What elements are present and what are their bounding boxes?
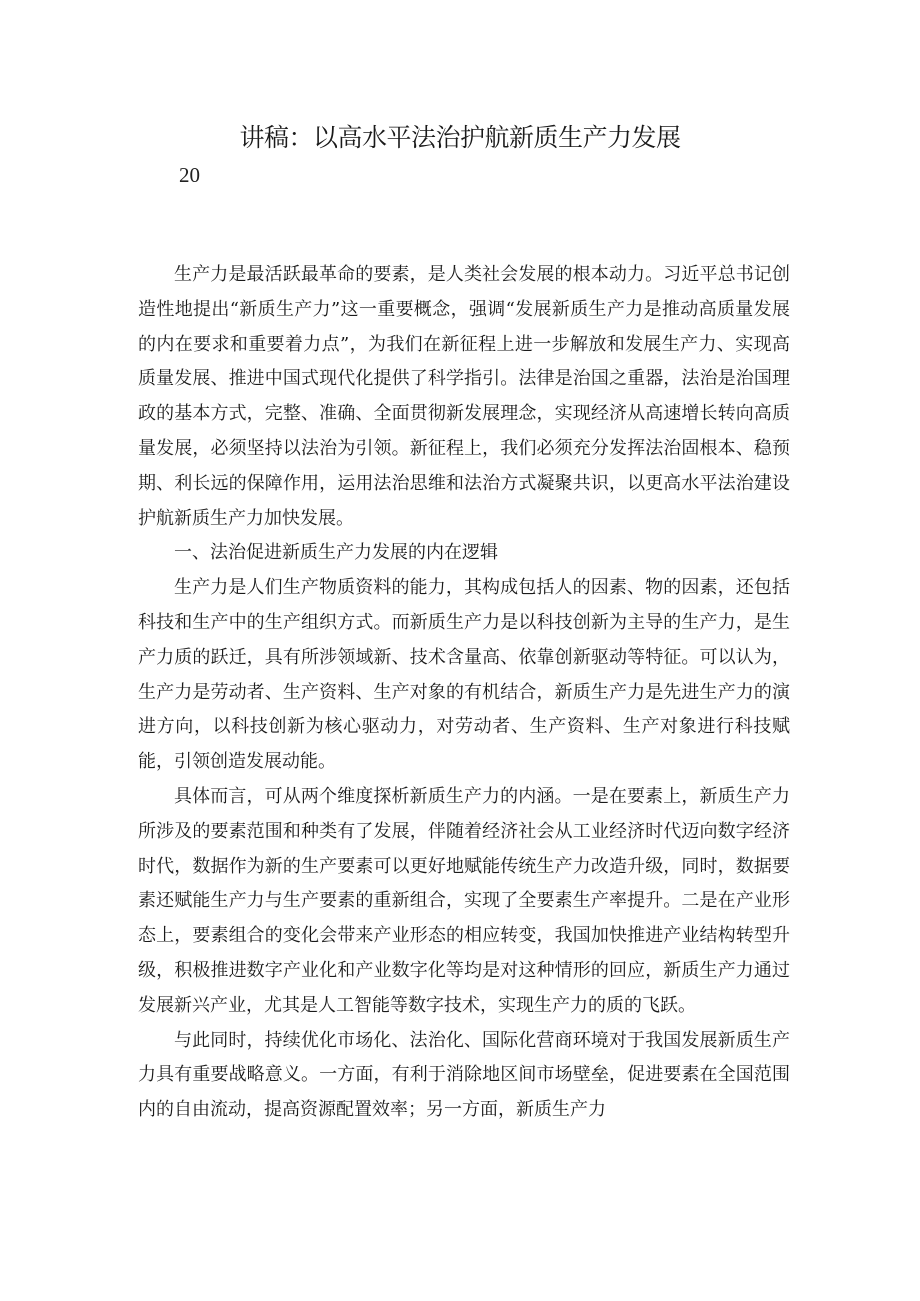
paragraph: 与此同时，持续优化市场化、法治化、国际化营商环境对于我国发展新质生产力具有重要战略意义。一方面，有利于消除地区间市场壁垒，促进要素在全国范围内的自由流动，提高资源配置效率；另一方面，新质生产力 — [138, 1029, 790, 1121]
document-subtitle: 20 — [179, 163, 200, 187]
paragraph-intro: 生产力是最活跃最革命的要素，是人类社会发展的根本动力。习近平总书记创造性地提出“新质生产力”这一重要概念，强调“发展新质生产力是推动高质量发展的内在要求和重要着力点”，为我们在新征程上进一步解放和发展生产力、实现高质量发展、推进中国式现代化提供了科学指引。法律是治国之重器，法治是治国理政的基本方式，完整、准确、全面贯彻新发展理念，实现经济从高速增长转向高质量发展，必须坚持以法治为引领。新征程上，我们必须充分发挥法治固根本、稳预期、利长远的保障作用，运用法治思维和法治方式凝聚共识，以更高水平法治建设护航新质生产力加快发展。 — [138, 264, 790, 529]
document-title: 讲稿：以高水平法治护航新质生产力发展 — [239, 123, 681, 152]
paragraph: 生产力是人们生产物质资料的能力，其构成包括人的因素、物的因素，还包括科技和生产中的生产组织方式。而新质生产力是以科技创新为主导的生产力，是生产力质的跃迁，具有所涉领域新、技术含量高、依靠创新驱动等特征。可以认为，生产力是劳动者、生产资料、生产对象的有机结合，新质生产力是先进生产力的演进方向，以科技创新为核心驱动力，对劳动者、生产资料、生产对象进行科技赋能，引领创造发展动能。 — [138, 577, 790, 773]
document-body — [138, 258, 790, 1128]
section-heading: 一、法治促进新质生产力发展的内在逻辑 — [174, 542, 498, 564]
paragraph: 具体而言，可从两个维度探析新质生产力的内涵。一是在要素上，新质生产力所涉及的要素范围和种类有了发展，伴随着经济社会从工业经济时代迈向数字经济时代，数据作为新的生产要素可以更好地赋能传统生产力改造升级，同时，数据要素还赋能生产力与生产要素的重新组合，实现了全要素生产率提升。二是在产业形态上，要素组合的变化会带来产业形态的相应转变，我国加快推进产业结构转型升级，积极推进数字产业化和产业数字化等均是对这种情形的回应，新质生产力通过发展新兴产业，尤其是人工智能等数字技术，实现生产力的质的飞跃。 — [138, 785, 790, 1016]
